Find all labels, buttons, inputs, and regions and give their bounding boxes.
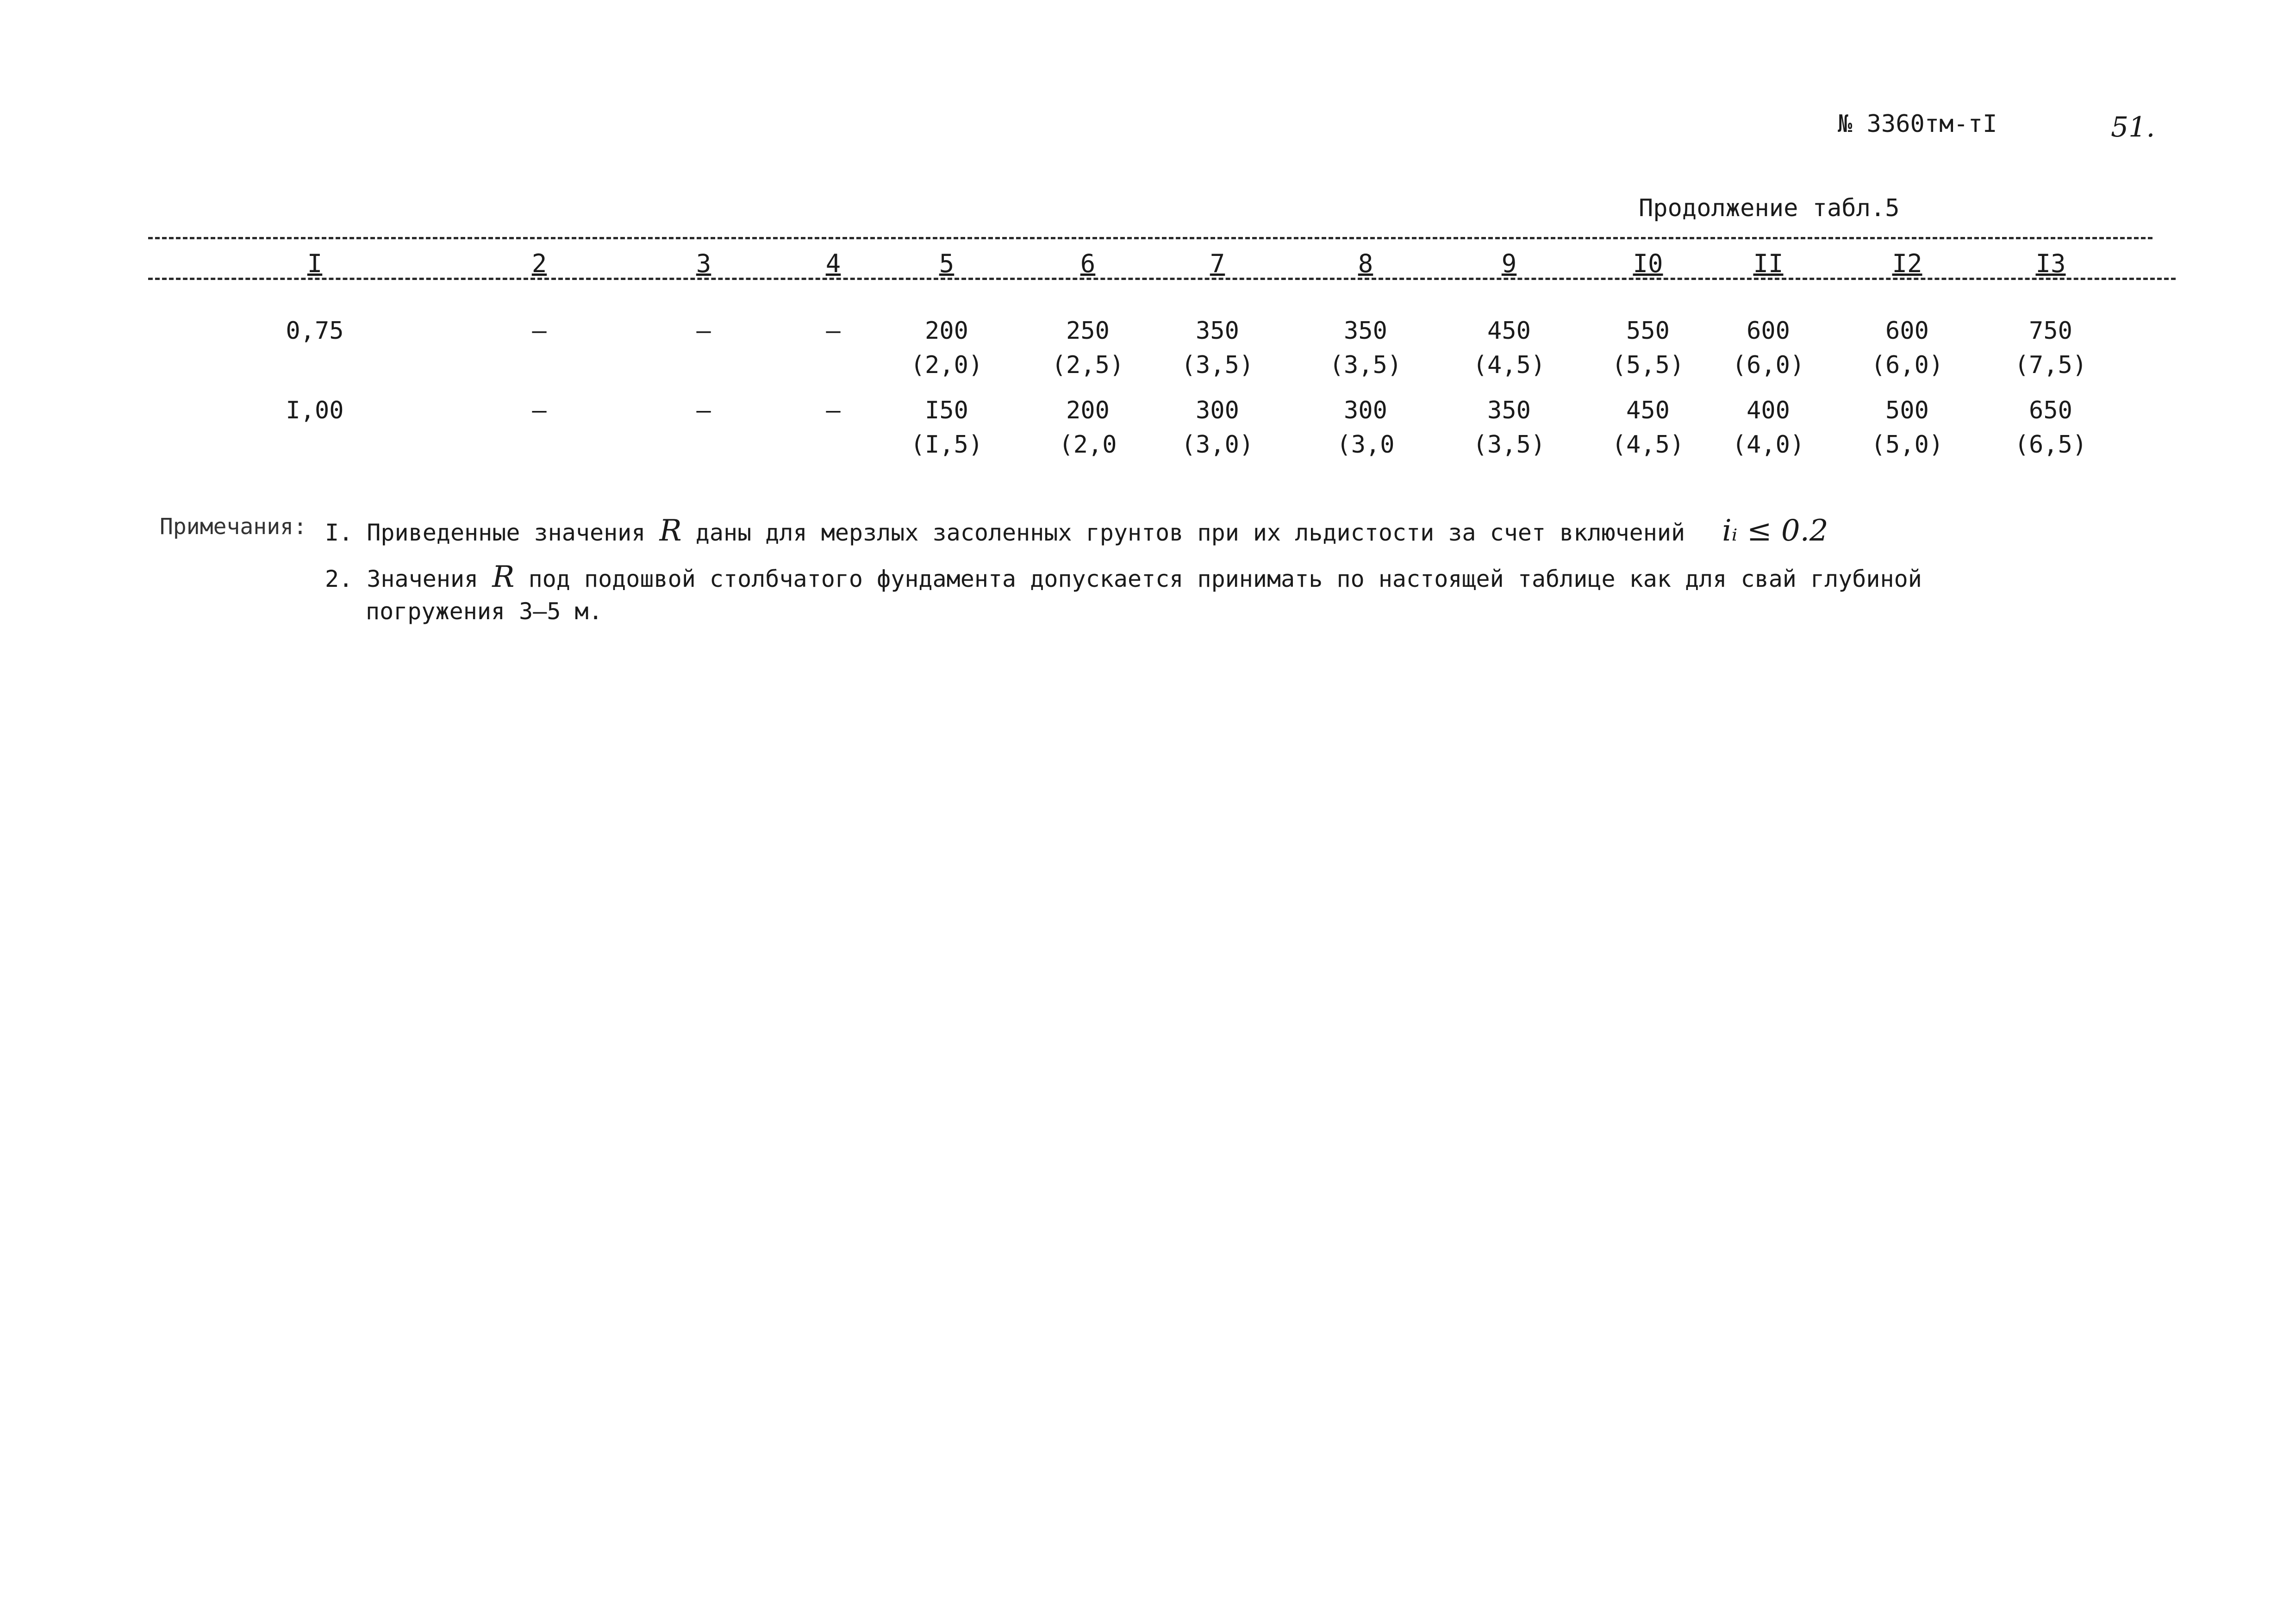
cell-value-bracketed: (3,5) [1181, 351, 1254, 379]
column-header-4: 4 [825, 249, 841, 278]
doc-number: № 3360тм-тI [1838, 110, 1997, 138]
cell-value: I50 [925, 397, 968, 424]
row-label: 0,75 [286, 317, 344, 345]
cell-value-bracketed: (3,0) [1181, 431, 1254, 459]
cell-value-bracketed: (3,5) [1329, 351, 1402, 379]
column-header-6: 6 [1080, 249, 1096, 278]
table-cell [911, 393, 983, 462]
note-2-text-after: под подошвой столбчатого фундамента допускается принимать по настоящей таблице как для свай глубиной [528, 566, 1922, 592]
cell-value: 200 [1066, 397, 1110, 424]
note-1-text-after: даны для мерзлых засоленных грунтов при их льдистости за счет включений [695, 519, 1685, 546]
cell-value: 250 [1066, 317, 1110, 345]
cell-value-bracketed: (4,5) [1611, 431, 1685, 459]
table-cell [1336, 393, 1394, 462]
table-cell [1473, 393, 1546, 462]
cell-value-bracketed: (3,0 [1336, 431, 1395, 459]
note-2-line-2: погружения 3–5 м. [366, 598, 603, 625]
cell-value-bracketed: (2,5) [1051, 351, 1124, 379]
note-1-formula: iᵢ ≤ 0.2 [1722, 514, 1828, 548]
cell-value: 450 [1626, 397, 1670, 424]
table-cell [826, 314, 840, 348]
page-number: 51. [2111, 111, 2155, 143]
note-2 [325, 560, 1922, 594]
notes-label: Примечания: [160, 514, 307, 540]
table-cell [696, 314, 711, 348]
cell-value-bracketed: (2,0 [1059, 431, 1117, 459]
cell-value: – [826, 397, 841, 424]
cell-value: 600 [1885, 317, 1929, 345]
cell-value-bracketed: (6,0) [1871, 351, 1944, 379]
table-cell [1181, 393, 1254, 462]
table-cell [1871, 393, 1944, 462]
cell-value-bracketed: (5,0) [1871, 431, 1944, 459]
column-header-3: 3 [696, 249, 711, 278]
table-rule-header [148, 278, 2176, 280]
table-cell [1732, 314, 1805, 382]
cell-value-bracketed: (3,5) [1472, 431, 1546, 459]
table-cell [532, 393, 546, 428]
cell-value: 300 [1196, 397, 1239, 424]
column-header-5: 5 [939, 249, 955, 278]
cell-value: 600 [1747, 317, 1790, 345]
table-caption: Продолжение табл.5 [1639, 194, 1900, 222]
table-cell [532, 314, 546, 348]
column-header-7: 7 [1210, 249, 1225, 278]
note-2-number: 2. [325, 566, 353, 592]
table-cell [2015, 314, 2087, 382]
table-cell [1181, 314, 1254, 382]
table-rule-top [148, 237, 2152, 239]
cell-value: 750 [2029, 317, 2072, 345]
cell-value: 400 [1747, 397, 1790, 424]
cell-value: – [696, 317, 711, 345]
table-cell [1059, 393, 1117, 462]
table-cell [911, 314, 983, 382]
column-header-12: I2 [1892, 249, 1922, 278]
table-cell [2015, 393, 2087, 462]
table-cell [1732, 393, 1805, 462]
cell-value-bracketed: (I,5) [910, 431, 983, 459]
cell-value-bracketed: (5,5) [1611, 351, 1685, 379]
cell-value-bracketed: (6,5) [2014, 431, 2087, 459]
column-header-10: I0 [1633, 249, 1663, 278]
cell-value-bracketed: (4,0) [1732, 431, 1805, 459]
cell-value: 350 [1487, 397, 1531, 424]
note-1-text-before: Приведенные значения [367, 519, 646, 546]
cell-value: 300 [1344, 397, 1387, 424]
note-1-symbol: R [659, 514, 682, 548]
cell-value: – [826, 317, 841, 345]
cell-value: 350 [1196, 317, 1239, 345]
table-cell [1871, 314, 1944, 382]
table-cell [1052, 314, 1124, 382]
note-2-text-before: Значения [367, 566, 479, 592]
note-2-symbol: R [492, 560, 515, 594]
cell-value: 650 [2029, 397, 2072, 424]
cell-value: – [532, 317, 547, 345]
cell-value: 200 [925, 317, 968, 345]
table-cell [826, 393, 840, 428]
cell-value: – [532, 397, 547, 424]
cell-value-bracketed: (2,0) [910, 351, 983, 379]
cell-value: 500 [1885, 397, 1929, 424]
cell-value: – [696, 397, 711, 424]
cell-value: 550 [1626, 317, 1670, 345]
cell-value-bracketed: (6,0) [1732, 351, 1805, 379]
note-1 [325, 514, 1828, 548]
column-header-8: 8 [1358, 249, 1373, 278]
column-header-1: I [307, 249, 323, 278]
table-cell [1473, 314, 1546, 382]
cell-value: 350 [1344, 317, 1387, 345]
cell-value-bracketed: (7,5) [2014, 351, 2087, 379]
table-cell [1329, 314, 1402, 382]
column-header-11: II [1753, 249, 1784, 278]
table-cell [696, 393, 711, 428]
cell-value: 450 [1487, 317, 1531, 345]
column-header-2: 2 [531, 249, 547, 278]
column-header-13: I3 [2035, 249, 2066, 278]
column-header-9: 9 [1501, 249, 1517, 278]
row-label: I,00 [286, 397, 344, 424]
table-cell [1612, 314, 1685, 382]
cell-value-bracketed: (4,5) [1472, 351, 1546, 379]
table-cell [1612, 393, 1685, 462]
note-1-number: I. [325, 519, 353, 546]
